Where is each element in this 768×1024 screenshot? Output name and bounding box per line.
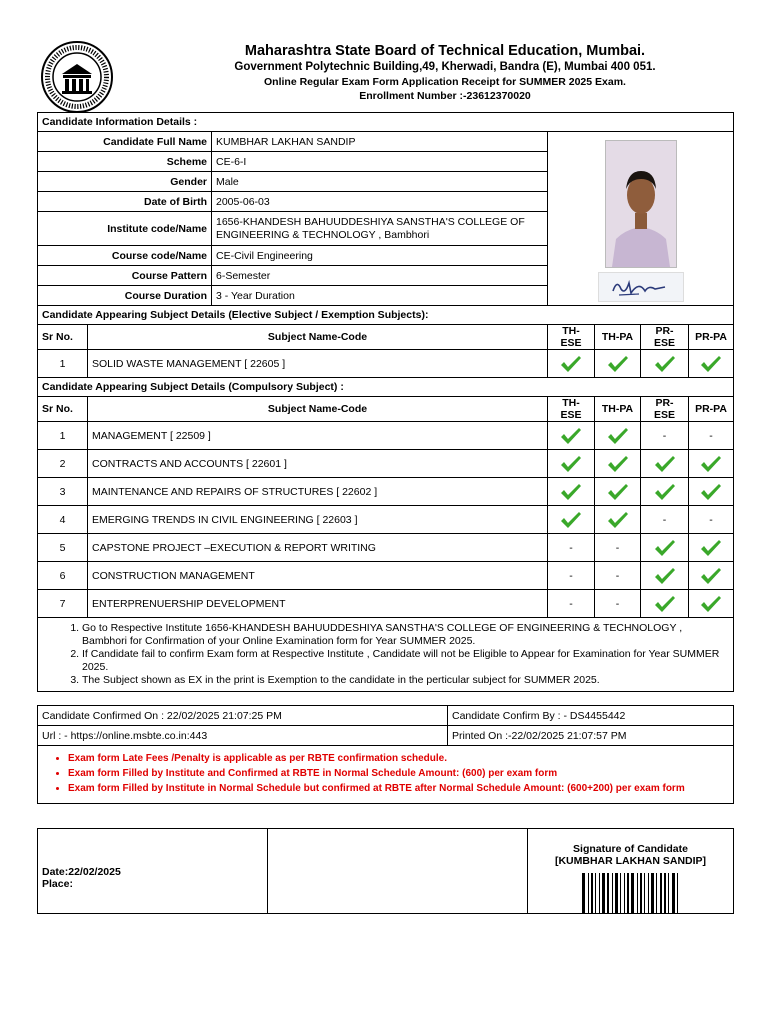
barcode-bar (664, 873, 666, 913)
row-subject-name: MANAGEMENT [ 22509 ] (88, 422, 548, 450)
barcode-bar (599, 873, 600, 913)
check-icon (607, 455, 629, 473)
row-pr-pa-status: - (689, 506, 734, 534)
row-pr-pa-status (689, 478, 734, 506)
col-th-pa: TH-PA (595, 325, 641, 350)
table-row (38, 450, 734, 478)
candidate-photo (605, 140, 677, 268)
row-sr-no: 3 (38, 478, 88, 506)
signature-cell (528, 829, 734, 914)
row-th-ese-status (548, 422, 595, 450)
barcode-bar (627, 873, 629, 913)
row-pr-pa-status (689, 590, 734, 618)
check-icon (560, 355, 582, 373)
barcode-bar (651, 873, 654, 913)
row-subject-name: ENTERPRENUERSHIP DEVELOPMENT (88, 590, 548, 618)
value-full-name: KUMBHAR LAKHAN SANDIP (212, 132, 548, 152)
barcode-bar (607, 873, 609, 913)
board-address: Government Polytechnic Building,49, Kherwadi, Bandra (E), Mumbai 400 051. (234, 61, 656, 73)
check-icon (607, 511, 629, 529)
value-scheme: CE-6-I (212, 152, 548, 172)
barcode-bar (595, 873, 596, 913)
value-course-duration: 3 - Year Duration (212, 286, 548, 306)
footer-table (37, 828, 734, 914)
row-subject-name: CAPSTONE PROJECT –EXECUTION & REPORT WRITING (88, 534, 548, 562)
check-icon (560, 483, 582, 501)
row-th-pa-status (595, 422, 641, 450)
barcode (532, 873, 729, 913)
row-pr-pa-status (689, 350, 734, 378)
row-th-ese-status: - (548, 562, 595, 590)
label-full-name: Candidate Full Name (38, 132, 212, 152)
row-th-ese-status (548, 478, 595, 506)
barcode-bar (602, 873, 605, 913)
row-subject-name: SOLID WASTE MANAGEMENT [ 22605 ] (88, 350, 548, 378)
row-subject-name: MAINTENANCE AND REPAIRS OF STRUCTURES [ 22602 ] (88, 478, 548, 506)
photo-cell (548, 132, 734, 306)
document-header (120, 42, 768, 103)
candidate-signature-image (598, 272, 684, 302)
date-text: Date:22/02/2025 (42, 866, 121, 878)
col-sr-no: Sr No. (38, 325, 88, 350)
barcode-bar (631, 873, 634, 913)
label-dob: Date of Birth (38, 192, 212, 212)
barcode-bar (668, 873, 669, 913)
row-th-ese-status: - (548, 590, 595, 618)
row-sr-no: 2 (38, 450, 88, 478)
value-course-pattern: 6-Semester (212, 266, 548, 286)
value-institute: 1656-KHANDESH BAHUUDDESHIYA SANSTHA'S COLLEGE OF ENGINEERING & TECHNOLOGY , Bambhori (212, 212, 548, 246)
table-row (38, 506, 734, 534)
col-th-ese: TH-ESE (548, 325, 595, 350)
label-gender: Gender (38, 172, 212, 192)
barcode-bar (637, 873, 638, 913)
row-th-pa-status (595, 350, 641, 378)
check-icon (560, 455, 582, 473)
row-sr-no: 1 (38, 350, 88, 378)
table-row (38, 534, 734, 562)
col-th-ese: TH-ESE (548, 397, 595, 422)
table-row (38, 350, 734, 378)
fee-note: • Exam form Filled by Institute and Confirmed at RBTE in Normal Schedule Amount: (600) per exam form (68, 767, 729, 780)
fee-note: • Exam form Filled by Institute in Normal Schedule but confirmed at RBTE after Normal Schedule Amount: (600+200) per exam form (68, 782, 729, 795)
label-course: Course code/Name (38, 246, 212, 266)
date-place-cell (38, 829, 268, 914)
barcode-bar (677, 873, 678, 913)
check-icon (607, 427, 629, 445)
instructions-cell (38, 618, 734, 692)
instruction-item: 3. The Subject shown as EX in the print is Exemption to the candidate in the perticular subject for SUMMER 2025. (82, 674, 729, 687)
col-th-pa: TH-PA (595, 397, 641, 422)
barcode-bar (672, 873, 675, 913)
signature-name: [KUMBHAR LAKHAN SANDIP] (554, 855, 707, 867)
check-icon (700, 595, 722, 613)
row-pr-pa-status (689, 534, 734, 562)
check-icon (560, 427, 582, 445)
col-pr-ese: PR-ESE (641, 397, 689, 422)
label-scheme: Scheme (38, 152, 212, 172)
check-icon (560, 511, 582, 529)
check-icon (700, 483, 722, 501)
row-sr-no: 1 (38, 422, 88, 450)
row-pr-ese-status (641, 450, 689, 478)
row-sr-no: 4 (38, 506, 88, 534)
row-subject-name: EMERGING TRENDS IN CIVIL ENGINEERING [ 22603 ] (88, 506, 548, 534)
barcode-bar (624, 873, 625, 913)
barcode-bar (582, 873, 585, 913)
fee-notes-cell (38, 746, 734, 804)
url-text: Url : - https://online.msbte.co.in:443 (38, 726, 448, 746)
table-row (38, 478, 734, 506)
receipt-title: Online Regular Exam Form Application Receipt for SUMMER 2025 Exam. (264, 76, 626, 88)
blank-cell (268, 829, 528, 914)
check-icon (654, 567, 676, 585)
check-icon (700, 455, 722, 473)
row-pr-ese-status: - (641, 422, 689, 450)
check-icon (654, 355, 676, 373)
label-course-duration: Course Duration (38, 286, 212, 306)
col-subject: Subject Name-Code (88, 397, 548, 422)
check-icon (654, 483, 676, 501)
row-pr-ese-status (641, 478, 689, 506)
check-icon (654, 595, 676, 613)
row-th-pa-status (595, 450, 641, 478)
check-icon (607, 355, 629, 373)
row-pr-pa-status: - (689, 422, 734, 450)
col-subject: Subject Name-Code (88, 325, 548, 350)
confirmed-by: Candidate Confirm By : - DS4455442 (448, 706, 734, 726)
fee-notes-list (42, 752, 729, 795)
col-sr-no: Sr No. (38, 397, 88, 422)
check-icon (700, 539, 722, 557)
row-sr-no: 6 (38, 562, 88, 590)
elective-section-title: Candidate Appearing Subject Details (Elective Subject / Exemption Subjects): (38, 306, 734, 325)
row-sr-no: 7 (38, 590, 88, 618)
check-icon (654, 539, 676, 557)
barcode-bar (640, 873, 642, 913)
row-th-pa-status: - (595, 534, 641, 562)
signature-title: Signature of Candidate (573, 843, 688, 855)
value-gender: Male (212, 172, 548, 192)
instruction-item: 2. If Candidate fail to confirm Exam form at Respective Institute , Candidate will not be Eligible to Appear for Examination for Year SUMMER 2025. (82, 648, 729, 674)
row-th-ese-status: - (548, 534, 595, 562)
confirmed-on: Candidate Confirmed On : 22/02/2025 21:07:25 PM (38, 706, 448, 726)
row-th-ese-status (548, 450, 595, 478)
confirmation-table (37, 705, 734, 804)
check-icon (700, 567, 722, 585)
barcode-bar (644, 873, 645, 913)
barcode-bar (615, 873, 618, 913)
col-pr-pa: PR-PA (689, 325, 734, 350)
row-th-pa-status (595, 506, 641, 534)
barcode-bar (591, 873, 593, 913)
barcode-bar (656, 873, 657, 913)
value-course: CE-Civil Engineering (212, 246, 548, 266)
check-icon (700, 355, 722, 373)
board-name: Maharashtra State Board of Technical Education, Mumbai. (244, 43, 646, 59)
compulsory-section-title: Candidate Appearing Subject Details (Compulsory Subject) : (38, 378, 734, 397)
candidate-info-title: Candidate Information Details : (38, 113, 734, 132)
barcode-bar (620, 873, 621, 913)
label-institute: Institute code/Name (38, 212, 212, 246)
instructions-list (42, 622, 729, 687)
barcode-bar (612, 873, 613, 913)
row-pr-ese-status (641, 534, 689, 562)
table-row (38, 562, 734, 590)
barcode-bar (588, 873, 589, 913)
check-icon (607, 483, 629, 501)
place-text: Place: (42, 878, 73, 890)
row-pr-ese-status: - (641, 506, 689, 534)
row-th-ese-status (548, 350, 595, 378)
barcode-bar (648, 873, 649, 913)
row-subject-name: CONTRACTS AND ACCOUNTS [ 22601 ] (88, 450, 548, 478)
value-dob: 2005-06-03 (212, 192, 548, 212)
instruction-item: 1. Go to Respective Institute 1656-KHANDESH BAHUUDDESHIYA SANSTHA'S COLLEGE OF ENGINEERING & TECHNOLOGY , Bambhori for Confirmation of your Online Examination form for Year SUMMER 2025. (82, 622, 729, 648)
printed-on: Printed On :-22/02/2025 21:07:57 PM (448, 726, 734, 746)
row-pr-pa-status (689, 562, 734, 590)
col-pr-ese: PR-ESE (641, 325, 689, 350)
check-icon (654, 455, 676, 473)
table-row (38, 422, 734, 450)
table-row (38, 590, 734, 618)
barcode-bar (660, 873, 662, 913)
row-pr-ese-status (641, 590, 689, 618)
fee-note: • Exam form Late Fees /Penalty is applicable as per RBTE confirmation schedule. (68, 752, 729, 765)
enrollment-number: Enrollment Number :-23612370020 (359, 90, 531, 102)
row-pr-ese-status (641, 562, 689, 590)
label-course-pattern: Course Pattern (38, 266, 212, 286)
row-th-pa-status: - (595, 562, 641, 590)
row-pr-ese-status (641, 350, 689, 378)
receipt-table (37, 112, 734, 692)
row-th-pa-status (595, 478, 641, 506)
msbte-seal-logo (40, 40, 114, 114)
row-pr-pa-status (689, 450, 734, 478)
row-subject-name: CONSTRUCTION MANAGEMENT (88, 562, 548, 590)
row-th-ese-status (548, 506, 595, 534)
row-sr-no: 5 (38, 534, 88, 562)
col-pr-pa: PR-PA (689, 397, 734, 422)
row-th-pa-status: - (595, 590, 641, 618)
